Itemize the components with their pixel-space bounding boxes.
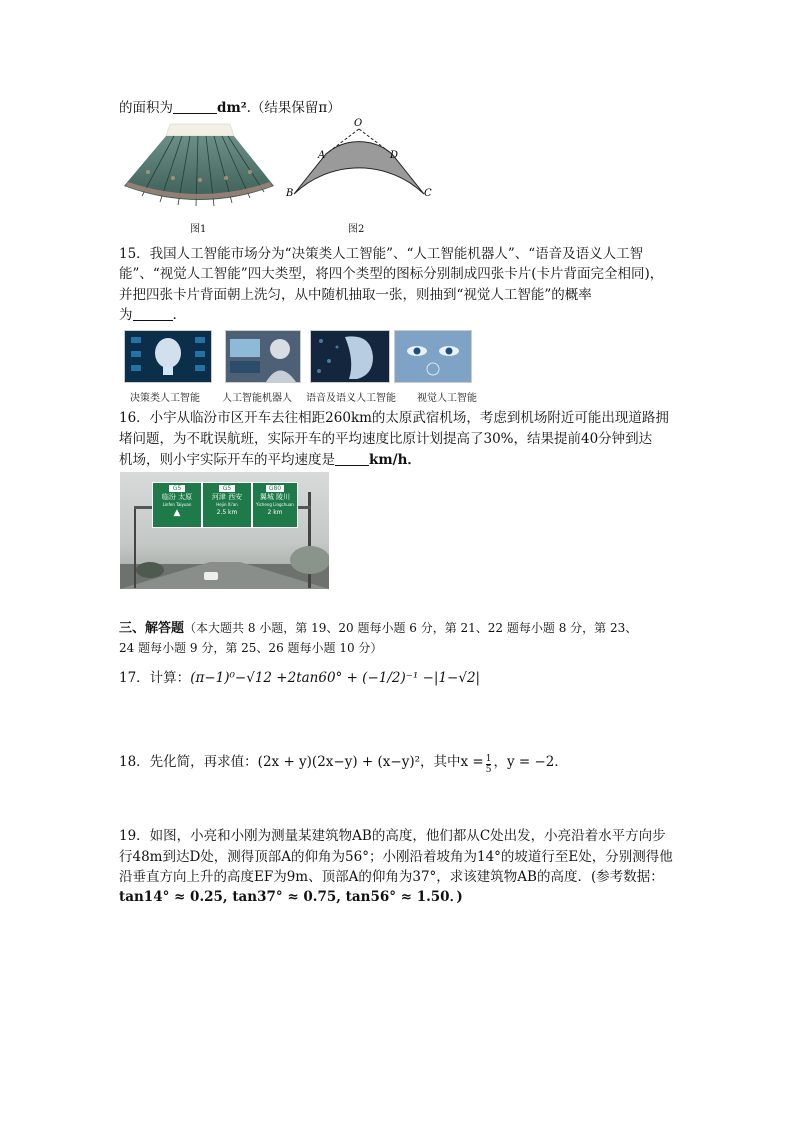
q16-unit: km/h． (369, 452, 421, 468)
card2-caption: 人工智能机器人 (222, 393, 292, 404)
q15-line4-post: . (172, 307, 177, 323)
highway-sign-photo (120, 472, 329, 589)
q14-answer-blank[interactable] (173, 99, 217, 114)
label-A: A (318, 150, 326, 161)
sign3-pinyin2: Lingchuan (273, 502, 294, 507)
section3-note1: （本大题共 8 小题，第 19、20 题每小题 6 分，第 21、22 题每小题 8 分，第 23、 (184, 621, 638, 635)
sign3-pinyin1: Yicheng (256, 502, 272, 507)
sign3-distance: 2 km (267, 509, 283, 516)
section3-title: 三、解答题 (119, 621, 185, 636)
label-B: B (286, 188, 294, 199)
sign3-city2: 陵川 (276, 493, 291, 501)
sign2-pinyin1: Hejin (216, 502, 227, 507)
card4-caption: 视觉人工智能 (417, 393, 477, 404)
figure2-sector-diagram (282, 114, 442, 218)
q15-line1: 15．我国人工智能市场分为“决策类人工智能”、“人工智能机器人”、“语音及语义人工智 (119, 246, 644, 262)
up-arrow-icon: ▲ (173, 508, 181, 518)
q19-line1: 19．如图，小亮和小刚为测量某建筑物AB的高度，他们都从C处出发，小亮沿着水平方向步 (119, 828, 666, 844)
q16-answer-blank[interactable] (335, 451, 369, 466)
sign2-city2: 西安 (228, 493, 243, 501)
q19-line2: 行48m到达D处，测得顶部A的仰角为56°；小刚沿着坡角为14°的坡道行至E处，分别测得他 (119, 849, 673, 865)
card-ai-robot-image (225, 330, 301, 383)
sign2-pinyin2: Xi'an (227, 502, 238, 507)
label-D: D (390, 150, 399, 161)
q18-text-post: ，y = −2． (493, 754, 568, 770)
card1-caption: 决策类人工智能 (130, 393, 200, 404)
card-speech-ai-image (310, 330, 390, 383)
q14-text-pre: 的面积为 (119, 100, 173, 116)
q19-line3: 沿垂直方向上升的高度EF为9m、顶部A的仰角为37°，求该建筑物AB的高度．(参考数据： (119, 869, 664, 885)
q15-line4 (119, 305, 177, 325)
sign-panel-3 (252, 482, 298, 528)
label-C: C (424, 188, 432, 199)
q14-text-post: .（结果保留π） (246, 100, 341, 116)
card3-caption: 语音及语义人工智能 (306, 393, 396, 404)
q16-line1: 16．小宇从临汾市区开车去往相距260km的太原武宿机场，考虑到机场附近可能出现道路拥 (119, 410, 669, 426)
sign1-pinyin1: Linfen (162, 502, 175, 507)
sign3-city1: 翼城 (259, 493, 274, 501)
q15-line2: 能”、“视觉人工智能”四大类型，将四个类型的图标分别制成四张卡片(卡片背面完全相同)， (119, 266, 664, 282)
sign-panel-1 (152, 482, 202, 528)
q15-answer-blank[interactable] (133, 306, 173, 321)
sign3-route: G80 (266, 485, 284, 492)
q17-expression: (π−1)⁰−√12 +2tan60° + (−1/2)⁻¹ −|1−√2| (190, 670, 481, 686)
card-vision-ai-image (394, 330, 472, 383)
label-O: O (354, 118, 363, 129)
q16-line3-pre: 机场，则小宇实际开车的平均速度是 (119, 452, 335, 468)
sign2-city1: 河津 (211, 493, 226, 501)
sign1-city2: 太原 (178, 493, 193, 501)
q19-line4: tan14° ≈ 0.25, tan37° ≈ 0.75, tan56° ≈ 1.50．) (119, 889, 463, 905)
q15-line4-pre: 为 (119, 307, 133, 323)
q18-frac-den: 5 (485, 765, 492, 775)
sign1-route: G5 (169, 485, 185, 492)
sign2-route: G5 (219, 485, 235, 492)
figure1-skirt-image (118, 122, 278, 214)
sign1-pinyin2: Taiyuan (176, 502, 192, 507)
sign1-city1: 临汾 (161, 493, 176, 501)
q17-line (119, 668, 480, 688)
card-decision-ai-image (124, 330, 212, 383)
q18-frac-num: 1 (485, 754, 492, 764)
figure1-caption: 图1 (190, 224, 207, 235)
q15-line3: 并把四张卡片背面朝上洗匀，从中随机抽取一张，则抽到“视觉人工智能”的概率 (119, 287, 592, 303)
q14-unit: dm² (217, 100, 247, 116)
q16-line2: 堵问题，为不耽误航班，实际开车的平均速度比原计划提高了30%，结果提前40分钟到达 (119, 431, 653, 447)
q18-fraction (486, 754, 492, 775)
sign2-distance: 2.5 km (216, 509, 238, 516)
q17-label: 17．计算： (119, 670, 191, 686)
sign-panel-2 (202, 482, 252, 528)
q18-line (119, 752, 568, 775)
section3-header-line2: 24 题每小题 9 分，第 25、26 题每小题 10 分） (119, 641, 383, 655)
section3-header-line1 (119, 618, 637, 639)
q16-line3 (119, 450, 421, 470)
q18-text-pre: 18．先化简，再求值：(2x + y)(2x−y) + (x−y)²，其中x = (119, 754, 484, 770)
figure2-caption: 图2 (348, 224, 365, 235)
